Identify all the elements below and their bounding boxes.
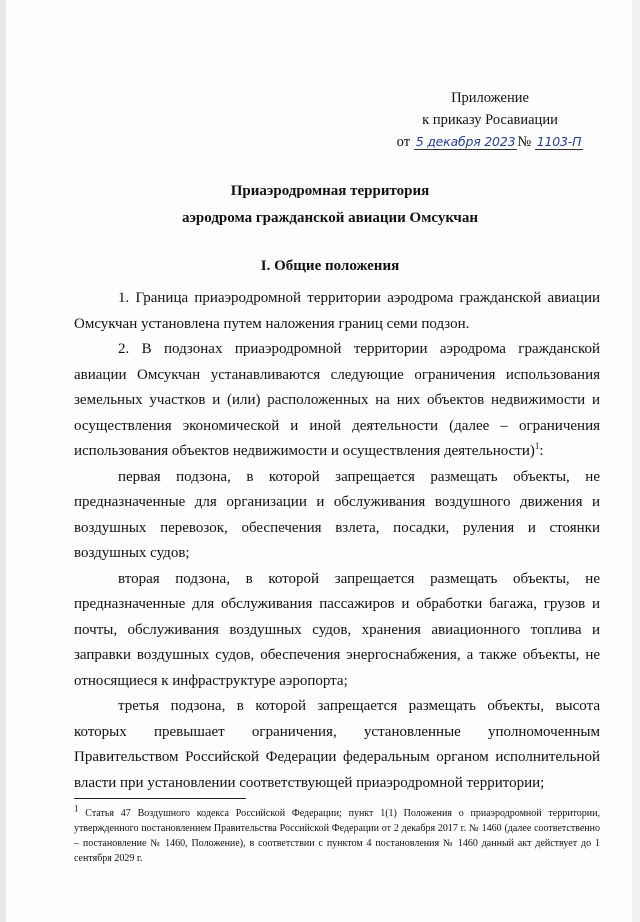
- footnote-divider: [74, 798, 246, 799]
- appendix-date-number: [385, 131, 595, 153]
- title-line-1: Приаэродромная территория: [230, 183, 430, 199]
- appendix-title: Приложение: [451, 90, 529, 106]
- scan-edge-left: [0, 0, 6, 922]
- footnote-mark: 1: [74, 803, 79, 814]
- scan-edge-right: [632, 0, 640, 922]
- handwritten-date: 5 декабря 2023: [415, 134, 516, 149]
- paragraph-subzone-3: третья подзона, в которой запрещается размещать объекты, высота которых превышает ограничения, установленные уполномоченным Правительством Российской Федерации федеральным органом исполнительной власти при установлении соответствующей приаэродромной территории;: [74, 698, 600, 791]
- document-title: [60, 178, 600, 232]
- handwritten-number: 1103-П: [536, 134, 582, 149]
- paragraph-2-end: :: [539, 443, 544, 459]
- from-label: от: [396, 134, 411, 150]
- paragraph-subzone-2: вторая подзона, в которой запрещается размещать объекты, не предназначенные для обслуживания пассажиров и обработки багажа, грузов и почты, обслуживания воздушных судов, хранения авиационного топлива и заправки воздушных судов, обеспечения энергоснабжения, а также объекты, не относящиеся к инфраструктуре аэропорта;: [74, 570, 600, 689]
- paragraph-2-text: 2. В подзонах приаэродромной территории аэродрома гражданской авиации Омсукчан устанавливаются следующие ограничения использования земельных участков и (или) расположенных на них объектов недвижимости и осуществления экономической и иной деятельности (далее – ограничения использования объектов недвижимости и осуществления деятельности): [74, 341, 600, 459]
- number-field: [535, 135, 584, 150]
- paragraph-subzone-1: первая подзона, в которой запрещается размещать объекты, не предназначенные для организации и обслуживания воздушного движения и воздушных перевозок, обеспечения взлета, посадки, руления и стоянки воздушных судов;: [74, 468, 600, 561]
- title-line-2: аэродрома гражданской авиации Омсукчан: [181, 210, 479, 226]
- appendix-block: [385, 87, 595, 153]
- paragraph-2: [74, 337, 600, 465]
- section-heading: I. Общие положения: [260, 258, 400, 274]
- date-field: [414, 135, 518, 150]
- document-body: [74, 286, 600, 796]
- footnote-text: Статья 47 Воздушного кодекса Российской Федерации; пункт 1(1) Положения о приаэродромной территории, утвержденного постановлением Правительства Российской Федерации от 2 декабря 2017 г. № 1460 (далее соответственно – постановление № 1460, Положение), в соответствии с пунктом 4 постановления № 1460 данный акт действует до 1 сентября 2029 г.: [74, 808, 600, 864]
- footnote-ref[interactable]: 1: [534, 441, 540, 451]
- paragraph-1: 1. Граница приаэродромной территории аэродрома гражданской авиации Омсукчан установлена путем наложения границ семи подзон.: [74, 290, 600, 332]
- number-symbol: №: [517, 134, 532, 150]
- appendix-order-ref: к приказу Росавиации: [422, 112, 558, 128]
- footnote: [74, 803, 600, 866]
